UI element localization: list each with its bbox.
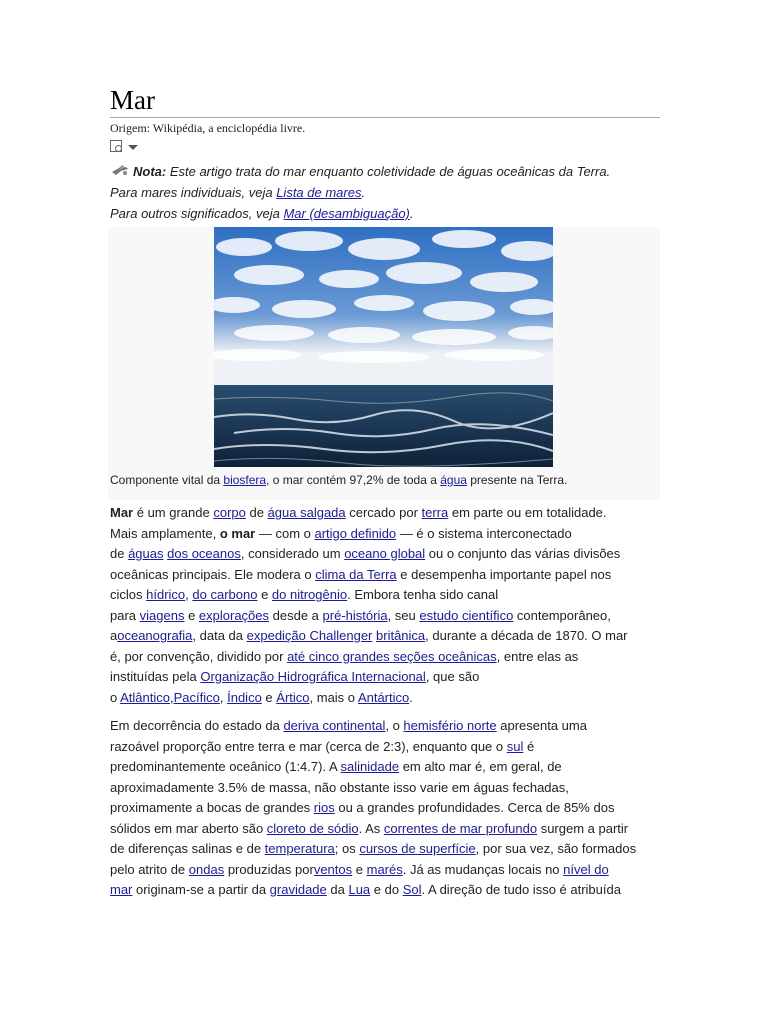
text-run: aproximadamente 3.5% de massa, não obstante isso varie em águas fechadas, [110, 779, 569, 795]
text-run: , seu [387, 607, 420, 623]
origin-line: Origem: Wikipédia, a enciclopédia livre. [110, 121, 306, 135]
text-run: — é o sistema interconectado [396, 525, 572, 541]
text-run: oceânicas principais. Ele modera o [110, 566, 316, 582]
text-run: , durante a década de 1870. O mar [425, 628, 628, 643]
lua-link[interactable]: Lua [348, 882, 371, 897]
text-run: . [409, 689, 413, 705]
britanica-link[interactable]: britânica [376, 628, 426, 643]
bold-term: Mar [110, 505, 134, 520]
text-run: originam-se a partir da [132, 882, 270, 897]
agua-link[interactable]: água [440, 473, 467, 487]
atlantico-link[interactable]: Atlântico [120, 689, 170, 705]
aguas-link[interactable]: águas [128, 546, 164, 561]
text-run: . Embora tenha sido canal [347, 587, 499, 602]
pre-historia-link[interactable]: pré-história [322, 607, 388, 623]
cloreto-de-sodio-link[interactable]: cloreto de sódio [266, 820, 359, 836]
text-run: o [110, 689, 121, 705]
hatnote-text-1: Este artigo trata do mar enquanto coletividade de águas oceânicas da Terra. [166, 164, 611, 179]
text-run: , entre elas as [496, 648, 579, 664]
text-run: sólidos em mar aberto são [110, 820, 267, 836]
sea-figure [108, 227, 660, 500]
text-run: , mais o [309, 689, 358, 705]
text-run: ou o conjunto das várias divisões [425, 546, 621, 561]
dos-oceanos-link[interactable]: dos oceanos [167, 546, 241, 561]
pacifico-link[interactable]: Pacífico [173, 689, 220, 705]
text-run: , que são [425, 669, 480, 684]
text-run: é [523, 738, 535, 754]
text-run: cercado por [345, 505, 422, 520]
text-run: em alto mar é, em geral, de [399, 759, 562, 774]
bold-term: o mar [219, 525, 256, 541]
text-run: , o [385, 718, 404, 733]
text-run: , por sua vez, são formados [475, 841, 637, 856]
caption-text-1: Componente vital da [110, 473, 224, 487]
sea-image [214, 227, 553, 467]
text-run: e [257, 587, 272, 602]
biosfera-link[interactable]: biosfera [223, 473, 267, 487]
magnify-icon[interactable] [110, 140, 122, 152]
hatnote-line-1 [110, 161, 660, 182]
text-run: é, por convenção, dividido por [110, 648, 288, 664]
caption-text-2: , o mar contém 97,2% de toda a [266, 473, 441, 487]
hatnote-text-3: Para outros significados, veja [110, 206, 284, 221]
text-run: Em decorrência do estado da [110, 718, 284, 733]
text-run: , [185, 587, 193, 602]
text-run: pelo atrito de [110, 861, 189, 877]
page-title: Mar [110, 84, 660, 118]
text-run: — com o [255, 525, 315, 541]
text-run: Mais amplamente, [110, 525, 220, 541]
text-run: e do [370, 882, 403, 897]
text-run: para [110, 607, 140, 623]
text-run: de [245, 505, 268, 520]
nivel-do-link[interactable]: nível do [563, 861, 609, 877]
text-run: apresenta uma [496, 718, 587, 733]
viagens-link[interactable]: viagens [139, 607, 185, 623]
text-run: e [261, 689, 277, 705]
sol-link[interactable]: Sol [402, 882, 422, 897]
disambiguation-icon [110, 165, 130, 177]
text-run: de [110, 546, 129, 561]
text-run: produzidas por [224, 861, 314, 877]
text-run: e [184, 607, 199, 623]
text-run: é um grande [133, 505, 214, 520]
text-run: , [170, 689, 174, 705]
oceanografia-link[interactable]: oceanografia [117, 628, 193, 643]
do-carbono-link[interactable]: do carbono [192, 587, 258, 602]
caption-text-3: presente na Terra. [466, 473, 568, 487]
mar-desambiguacao-link[interactable]: Mar (desambiguação) [283, 206, 410, 221]
text-run: , data da [192, 628, 247, 643]
text-run: ou a grandes profundidades. Cerca de 85% dos [334, 800, 615, 815]
paragraph-intro [110, 503, 660, 708]
corpo-link[interactable]: corpo [213, 505, 246, 520]
exploracoes-link[interactable]: explorações [198, 607, 270, 623]
agua-salgada-link[interactable]: água salgada [267, 505, 346, 520]
mar-link[interactable]: mar [110, 882, 133, 897]
artico-link[interactable]: Ártico [276, 689, 310, 705]
temperatura-link[interactable]: temperatura [264, 841, 335, 856]
text-run: da [326, 882, 349, 897]
clima-da-terra-link[interactable]: clima da Terra [315, 566, 397, 582]
text-run: ; os [334, 841, 360, 856]
hidrico-link[interactable]: hídrico [146, 587, 186, 602]
hatnote [110, 161, 660, 224]
antartico-link[interactable]: Antártico [357, 689, 410, 705]
nota-label: Nota: [133, 164, 167, 179]
mares-link[interactable]: marés [366, 861, 403, 877]
hatnote-line-3 [110, 203, 660, 224]
ondas-link[interactable]: ondas [188, 861, 225, 877]
tools-row [110, 139, 660, 153]
text-run: surgem a partir [537, 820, 629, 836]
chevron-down-icon[interactable] [128, 145, 138, 150]
lista-de-mares-link[interactable]: Lista de mares [276, 185, 362, 200]
hatnote-text-2: Para mares individuais, veja [110, 185, 277, 200]
hatnote-line-2 [110, 182, 660, 203]
correntes-de-mar-profundo-link[interactable]: correntes de mar profundo [383, 820, 538, 836]
oceano-global-link[interactable]: oceano global [344, 546, 426, 561]
hemisferio-norte-link[interactable]: hemisfério norte [403, 718, 497, 733]
text-run: e [352, 861, 367, 877]
text-run: desde a [269, 607, 323, 623]
text-run: ciclos [110, 587, 147, 602]
cursos-de-superficie-link[interactable]: cursos de superfície [359, 841, 476, 856]
deriva-continental-link[interactable]: deriva continental [283, 718, 386, 733]
text-run: predominantemente oceânico (1:4.7). A [110, 759, 341, 774]
text-run: de diferenças salinas e de [110, 841, 265, 856]
text-run: . As [358, 820, 384, 836]
sul-link[interactable]: sul [506, 738, 524, 754]
ventos-link[interactable]: ventos [313, 861, 353, 877]
expedicao-challenger-link[interactable]: expedição Challenger [246, 628, 373, 643]
text-run: . Já as mudanças locais no [402, 861, 564, 877]
sea-photo[interactable] [214, 227, 553, 467]
organizacao-hidrografica-internacional-link[interactable]: Organização Hidrográfica Internacional [200, 669, 426, 684]
hatnote-text-2-end: . [361, 185, 366, 200]
text-run: e desempenha importante papel nos [396, 566, 612, 582]
estudo-cientifico-link[interactable]: estudo científico [419, 607, 514, 623]
text-run: contemporâneo, [513, 607, 611, 623]
text-run: instituídas pela [110, 669, 201, 684]
text-run: razoável proporção entre terra e mar (cerca de 2:3), enquanto que o [110, 738, 507, 754]
text-run: , [219, 689, 228, 705]
article-content [110, 84, 660, 901]
figure-caption [110, 472, 567, 488]
gravidade-link[interactable]: gravidade [269, 882, 327, 897]
hatnote-text-3-end: . [409, 206, 414, 221]
artigo-definido-link[interactable]: artigo definido [314, 525, 397, 541]
do-nitrogenio-link[interactable]: do nitrogênio [271, 587, 348, 602]
rios-link[interactable]: rios [313, 800, 335, 815]
text-run: , considerado um [240, 546, 345, 561]
ate-cinco-grandes-secoes-oceanicas-link[interactable]: até cinco grandes seções oceânicas [287, 648, 497, 664]
text-run: a [110, 628, 118, 643]
salinidade-link[interactable]: salinidade [340, 759, 400, 774]
terra-link[interactable]: terra [421, 505, 449, 520]
text-run: proximamente a bocas de grandes [110, 800, 314, 815]
paragraph-geography [110, 716, 660, 901]
text-run: em parte ou em totalidade. [448, 505, 607, 520]
indico-link[interactable]: Índico [227, 689, 262, 705]
text-run: . A direção de tudo isso é atribuída [421, 882, 621, 897]
